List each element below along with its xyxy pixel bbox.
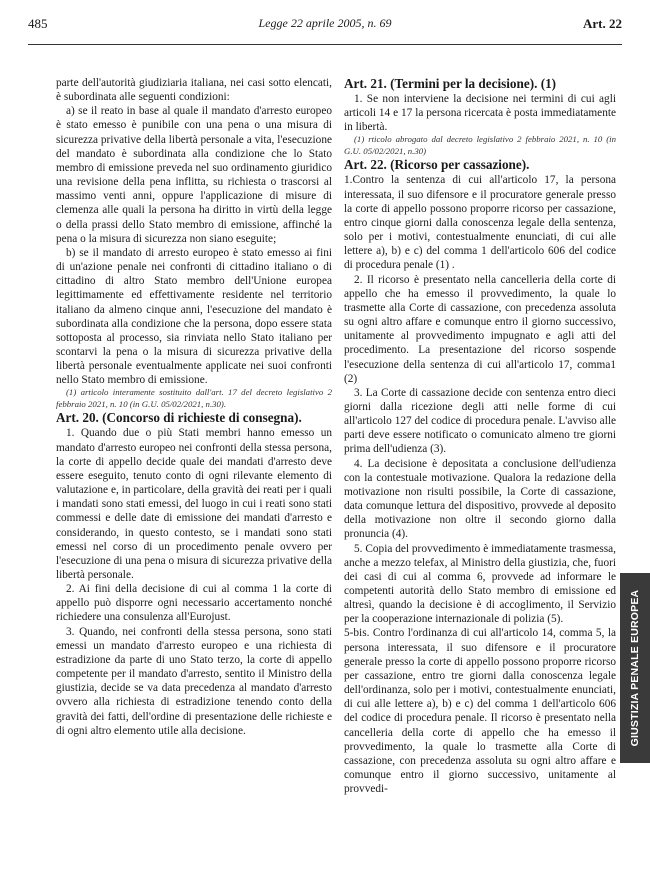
paragraph: 1. Quando due o più Stati membri hanno emesso un mandato d'arresto europeo nei confronti della stessa persona, la corte di appello decide quale dei mandati d'arresto deve essere eseguito, tenuto conto di ogni rilevante elemento di valutazione e, in particolare, della gravità dei reati per i quali i mandati sono stati emessi, del luogo in cui i reati sono stati commessi e delle date di emissione dei mandati d'arresto e considerando, in questo contesto, se i mandati sono stati emessi nel corso di un procedimento penale ovvero per l'esecuzione di una pena o misura di sicurezza privative della libertà personale. — [56, 427, 332, 581]
article-reference: Art. 22 — [583, 16, 622, 31]
paragraph: 3. Quando, nei confronti della stessa persona, sono stati emessi un mandato d'arresto europeo e una richiesta di estradizione da parte di uno Stato terzo, la corte di appello competente per il mandato d'arresto, sentito il Ministro della giustizia, decide se va data precedenza al mandato d'arresto ovvero alla richiesta di estradizione tenendo conto della gravità dei fatti, dell'ordine di presentazione delle richieste e di ogni altro elemento utile alla decisione. — [56, 625, 332, 737]
section-thumb-tab — [620, 573, 650, 763]
section-tab-label: GIUSTIZIA PENALE EUROPEA — [629, 589, 641, 747]
paragraph: parte dell'autorità giudiziaria italiana, nei casi sotto elencati, è subordinata alle seguenti condizioni: — [56, 77, 332, 104]
paragraph: 4. La decisione è depositata a conclusione dell'udienza con la contestuale motivazione. Qualora la redazione della motivazione non risulti possibile, la Corte di cassazione, data comunque lettura del dispositivo, provvede al deposito della motivazione non oltre il secondo giorno dalla pronuncia (4). — [344, 457, 616, 541]
paragraph: 2. Ai fini della decisione di cui al comma 1 la corte di appello può disporre ogni necessario accertamento nonché richiedere una consulenza all'Eurojust. — [56, 583, 332, 624]
paragraph: a) se il reato in base al quale il mandato d'arresto europeo è stato emesso è punibile con una pena o una misura di sicurezza privative della libertà personale a vita, l'esecuzione del mandato è subordinata alla condizione che lo Stato membro di emissione preveda nel suo ordinamento giuridico una revisione della pena inflitta, su richiesta o trascorsi al massimo venti anni, oppure l'applicazione di misure di clemenza alle quali la persona ha diritto in virtù della legge o della prassi dello Stato membro di emissione, affinché la pena o la misura di sicurezza non siano eseguite; — [56, 105, 332, 245]
page-header — [28, 6, 622, 36]
article-22-heading: Art. 22. (Ricorso per cassazione). — [344, 157, 530, 173]
paragraph: 5. Copia del provvedimento è immediatamente trasmessa, anche a mezzo telefax, al Ministro della giustizia, che, fuori dei casi di cui al comma 6, provvede ad informare le competenti autorità dello Stato membro di emissione ed altresì, quando la decisione è di accoglimento, il Servizio per la cooperazione internazionale di polizia (5). — [344, 542, 616, 626]
right-column — [344, 76, 616, 796]
paragraph: b) se il mandato di arresto europeo è stato emesso ai fini di un'azione penale nei confronti di cittadino italiano o di cittadino di altro Stato membro dell'Unione europea legittimamente ed effettivamente residente nel territorio italiano da almeno cinque anni, l'esecuzione del mandato è subordinata alla condizione che la persona, dopo essere stata sottoposta al processo, sia rinviata nello Stato italiano per scontarvi la pena o la misura di sicurezza privative della libertà personale eventualmente applicate nei suoi confronti nello Stato membro di emissione. — [56, 246, 332, 387]
running-title: Legge 22 aprile 2005, n. 69 — [258, 16, 392, 30]
paragraph: 2. Il ricorso è presentato nella cancelleria della corte di appello che ha emesso il provvedimento, la quale lo trasmette alla Corte di cassazione, con precedenza assoluta su ogni altro affare e comunque entro il giorno successivo, unitamente al provvedimento impugnato e agli atti del procedimento. La presentazione del ricorso sospende l'esecuzione della sentenza di cui all'articolo 17, comma1 (2) — [344, 273, 616, 385]
paragraph: 1.Contro la sentenza di cui all'articolo 17, la persona interessata, il suo difensore e il procuratore generale presso la corte di appello possono proporre ricorso per cassazione, entro cinque giorni dalla conoscenza legale della sentenza, solo per i motivi, contestualmente enunciati, di cui alle lettere a), b) e c) del comma 1 dell'articolo 606 del codice di procedura penale (1) . — [344, 174, 616, 272]
footnote: (1) rticolo abrogato dal decreto legislativo 2 febbraio 2021, n. 10 (in G.U. 05/02/2021, n.30) — [344, 134, 616, 156]
article-21-heading: Art. 21. (Termini per la decisione). (1) — [344, 76, 557, 91]
header-rule — [28, 44, 622, 45]
paragraph: 5-bis. Contro l'ordinanza di cui all'articolo 14, comma 5, la persona interessata, il suo difensore e il procuratore generale presso la corte di appello possono proporre ricorso per cassazione, entro tre giorni dalla conoscenza legale dell'ordinanza, solo per i motivi, contestualmente enunciati, di cui alle lettere a), b) e c) del comma 1 dell'articolo 606 del codice di procedura penale. Il ricorso è presentato nella cancelleria della corte di appello che ha emesso il provvedimento, la quale lo trasmette alla Corte di cassazione, con precedenza assoluta su ogni altro affare e comunque entro il giorno successivo, unitamente al provvedi- — [344, 627, 616, 796]
paragraph: 1. Se non interviene la decisione nei termini di cui agli articoli 14 e 17 la persona ricercata è posta immediatamente in libertà. — [344, 93, 616, 134]
page-number: 485 — [28, 16, 48, 31]
paragraph: 3. La Corte di cassazione decide con sentenza entro dieci giorni dalla ricezione degli atti nelle forme di cui all'articolo 127 del codice di procedura penale. L'avviso alle parti deve essere notificato o comunicato almeno tre giorni prima dell'udienza (3). — [344, 386, 616, 456]
article-20-heading: Art. 20. (Concorso di richieste di consegna). — [56, 410, 302, 426]
left-column — [56, 76, 332, 738]
footnote: (1) articolo interamente sostituito dall'art. 17 del decreto legislativo 2 febbraio 2021, n. 10 (in G.U. 05/02/2021, n.30). — [56, 387, 332, 409]
